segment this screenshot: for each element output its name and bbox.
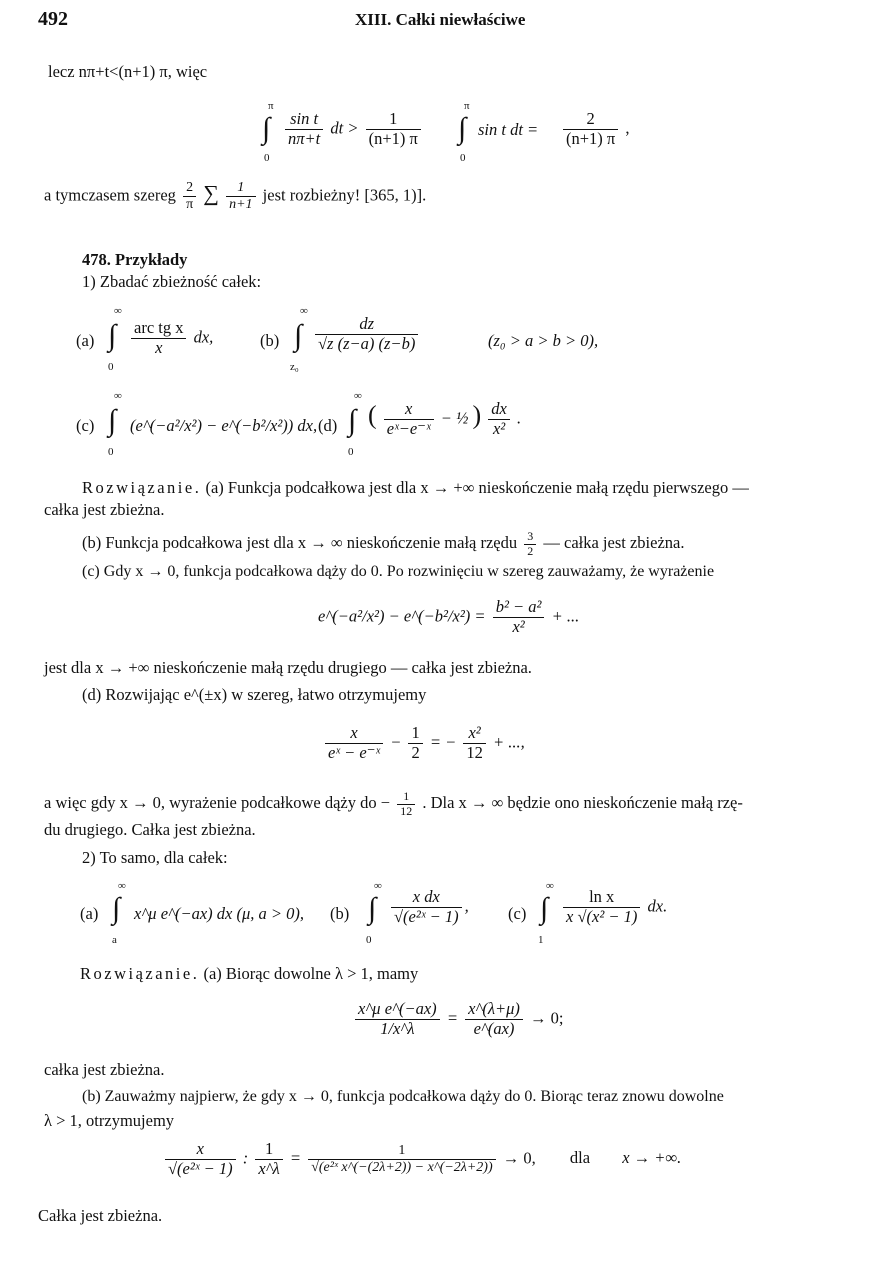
- integral-sign: ∫: [294, 319, 303, 352]
- text-span: a tymczasem szereg: [44, 185, 176, 205]
- text-line: λ > 1, otrzymujemy: [44, 1111, 175, 1130]
- eq-text: dla: [569, 1148, 591, 1168]
- frac-num: 2: [586, 109, 595, 128]
- text-span: jest rozbieżny! [365, 1)].: [262, 185, 427, 205]
- condition: (z₀ > a > b > 0),: [488, 331, 599, 350]
- int-upper-limit: ∞: [354, 390, 362, 402]
- text-line: 2) To samo, dla całek:: [82, 848, 228, 867]
- equation-d: [322, 724, 525, 763]
- int-lower-limit: 0: [348, 446, 354, 458]
- text-span: (b) Funkcja podcałkowa jest dla x → ∞ nieskończenie małą rzędu: [82, 533, 518, 553]
- ex-label: (b): [260, 331, 280, 350]
- text-span: . Dla x → ∞ będzie ono nieskończenie małą rzę-: [422, 793, 743, 813]
- ex-label: (a): [76, 331, 95, 350]
- integral-sign: ∫: [108, 404, 117, 437]
- frac-num: 1: [264, 1139, 274, 1158]
- integral-sign: ∫: [112, 892, 121, 925]
- int-lower-limit: 1: [538, 934, 544, 946]
- frac-num: b² − a²: [495, 597, 542, 616]
- text-line: du drugiego. Całka jest zbieżna.: [44, 820, 256, 839]
- frac-den: x^λ: [255, 1159, 282, 1179]
- frac-den: √(e²ˣ − 1): [391, 907, 462, 927]
- frac-den: eˣ−e⁻ˣ: [384, 419, 434, 439]
- eq-text: x → +∞.: [622, 1148, 682, 1168]
- text-line: całka jest zbieżna.: [44, 500, 165, 519]
- eq-text: → 0,: [502, 1148, 536, 1168]
- frac-den: √(e²ˣ − 1): [165, 1159, 236, 1179]
- text-line: (d) Rozwijając e^(±x) w szereg, łatwo otrzymujemy: [82, 685, 427, 704]
- text-span: (a) Funkcja podcałkowa jest dla x → +∞ nieskończenie małą rzędu pierwszego —: [205, 478, 749, 497]
- eq-text: =: [289, 1148, 302, 1168]
- ex-label: (c): [508, 904, 527, 923]
- examples-ab: [76, 305, 816, 375]
- frac-den: 1/x^λ: [355, 1019, 440, 1039]
- eq-text: + ...: [551, 606, 580, 626]
- solution-line: [82, 530, 684, 559]
- eq-text: dt >: [330, 118, 359, 138]
- frac-num: 1: [237, 180, 245, 195]
- frac-num: x: [196, 1139, 204, 1158]
- frac-den: (n+1) π: [563, 129, 618, 149]
- text-span: a więc gdy x → 0, wyrażenie podcałkowe dąży do −: [44, 793, 391, 813]
- frac-num: arc tg x: [134, 318, 184, 337]
- frac-num: x^μ e^(−ax): [358, 999, 437, 1018]
- page-number: 492: [38, 8, 68, 30]
- eq-text: − ½: [440, 408, 469, 428]
- frac-den: 12: [397, 804, 415, 819]
- frac-den: √z (z−a) (z−b): [315, 334, 418, 354]
- int-upper-limit: ∞: [118, 880, 126, 892]
- eq-text: sin t dt =: [478, 120, 539, 139]
- section-heading: 478. Przykłady: [82, 250, 188, 269]
- frac-den: π: [183, 196, 196, 213]
- eq-text: dx,: [193, 327, 214, 347]
- int-lower-limit: 0: [108, 361, 114, 373]
- eq-text: ,: [625, 118, 630, 138]
- frac-den: (n+1) π: [366, 129, 421, 149]
- frac-den: x √(x² − 1): [563, 907, 640, 927]
- integral-sign: ∫: [458, 112, 467, 145]
- frac-den: nπ+t: [285, 129, 323, 149]
- frac-den: n+1: [226, 196, 255, 213]
- eq-text: :: [242, 1148, 249, 1168]
- int-upper-limit: ∞: [114, 305, 122, 317]
- frac-num: sin t: [290, 109, 319, 128]
- frac-num: 1: [389, 109, 398, 128]
- eq-text: e^(−a²/x²) − e^(−b²/x²) =: [318, 606, 486, 626]
- text-line: (c) Gdy x → 0, funkcja podcałkowa dąży do 0. Po rozwinięciu w szereg zauważamy, że wyrażenie: [82, 563, 715, 580]
- series-line: [44, 180, 426, 213]
- eq-text: → 0;: [530, 1008, 564, 1028]
- text-line: całka jest zbieżna.: [44, 1060, 165, 1079]
- solution-line: [80, 964, 418, 984]
- eq-text: −: [390, 732, 402, 752]
- frac-num: x^(λ+μ): [468, 999, 520, 1018]
- eq-text: =: [446, 1008, 458, 1028]
- integral-sign: ∫: [540, 892, 549, 925]
- equation-2b: [162, 1140, 681, 1179]
- chapter-title: XIII. Całki niewłaściwe: [355, 10, 526, 29]
- frac-den: eˣ − e⁻ˣ: [325, 743, 383, 763]
- int-lower-limit: a: [112, 934, 117, 946]
- frac-num: x²: [468, 723, 481, 742]
- frac-den: x²: [488, 419, 510, 439]
- int-upper-limit: ∞: [374, 880, 382, 892]
- frac-den: 2: [408, 743, 422, 763]
- int-upper-limit: ∞: [546, 880, 554, 892]
- frac-den: x²: [493, 617, 545, 637]
- int-upper-limit: π: [464, 100, 470, 112]
- eq-text: = −: [429, 732, 457, 752]
- examples-cd: (c) ∞ ∫ 0 (e^(−a²/x²) − e^(−b²/x²)) dx, (d) ∞ ∫ 0 ( $\frac{x}{\text{eˣ−e⁻ˣ}}$ − ½ ) $\frac{dx}{\text{x²}}$ .: [76, 390, 522, 458]
- frac-den: x: [131, 338, 186, 358]
- frac-num: 2: [186, 180, 194, 195]
- ex-label: (c): [76, 416, 95, 435]
- ex-label: (a): [80, 904, 99, 923]
- equation-2a: [352, 1000, 564, 1039]
- frac-den: √(e²ˣ x^(−(2λ+2)) − x^(−2λ+2)): [308, 1159, 495, 1176]
- frac-num: x dx: [412, 887, 440, 906]
- ex-label: (d): [318, 416, 338, 435]
- solution-line: [44, 790, 743, 819]
- eq-text: x^μ e^(−ax) dx (μ, a > 0),: [134, 904, 305, 923]
- text-line: lecz nπ+t<(n+1) π, więc: [48, 62, 208, 81]
- int-upper-limit: ∞: [300, 305, 308, 317]
- integral-sign: ∫: [108, 319, 117, 352]
- text-line: 1) Zbadać zbieżność całek:: [82, 272, 262, 291]
- int-lower-limit: z₀: [290, 361, 299, 373]
- text-span: — całka jest zbieżna.: [543, 533, 685, 553]
- eq-text: dx.: [647, 896, 668, 916]
- integral-sign: ∫: [348, 404, 357, 437]
- frac-num: 1: [411, 723, 420, 742]
- examples-2: (a) ∞ ∫ a x^μ e^(−ax) dx (μ, a > 0), (b) ∞ ∫ 0 $\frac{\text{x dx}}{\text{√(e²ˣ − 1)}}$ , (c) ∞ ∫ 1 $\frac{\text{ln x}}{\text{x √(x² − 1)}}$ dx.: [80, 880, 668, 946]
- integral-sign: ∫: [368, 892, 377, 925]
- frac-num: 1: [403, 789, 410, 803]
- frac-den: 2: [524, 544, 536, 559]
- frac-num: 3: [527, 529, 534, 543]
- frac-num: ln x: [589, 887, 615, 906]
- solution-line: [82, 478, 749, 498]
- text-line: Całka jest zbieżna.: [38, 1206, 163, 1225]
- int-upper-limit: π: [268, 100, 274, 112]
- eq-text: (e^(−a²/x²) − e^(−b²/x²)) dx,: [130, 416, 318, 435]
- eq-text: + ...,: [492, 732, 525, 752]
- frac-num: x: [350, 723, 358, 742]
- frac-num: x: [405, 399, 413, 418]
- solution-label: Rozwiązanie.: [82, 478, 202, 497]
- int-lower-limit: 0: [460, 152, 466, 164]
- text-line: jest dla x → +∞ nieskończenie małą rzędu drugiego — całka jest zbieżna.: [44, 658, 532, 677]
- integral-sign: ∫: [262, 112, 271, 145]
- frac-den: 12: [463, 743, 486, 763]
- frac-num: dz: [359, 314, 374, 333]
- int-lower-limit: 0: [264, 152, 270, 164]
- frac-den: e^(ax): [465, 1019, 523, 1039]
- sigma-symbol: ∑: [203, 180, 219, 206]
- equation-c: [318, 598, 579, 637]
- eq-text: .: [517, 408, 522, 428]
- int-lower-limit: 0: [108, 446, 114, 458]
- int-lower-limit: 0: [366, 934, 372, 946]
- text-line: (b) Zauważmy najpierw, że gdy x → 0, funkcja podcałkowa dąży do 0. Biorąc teraz znowu dowolne: [82, 1088, 724, 1105]
- text-span: (a) Biorąc dowolne λ > 1, mamy: [203, 964, 419, 983]
- ex-label: (b): [330, 904, 350, 923]
- frac-num: 1: [398, 1142, 406, 1158]
- equation-1: [262, 100, 722, 170]
- frac-num: dx: [491, 399, 507, 418]
- int-upper-limit: ∞: [114, 390, 122, 402]
- solution-label: Rozwiązanie.: [80, 964, 200, 983]
